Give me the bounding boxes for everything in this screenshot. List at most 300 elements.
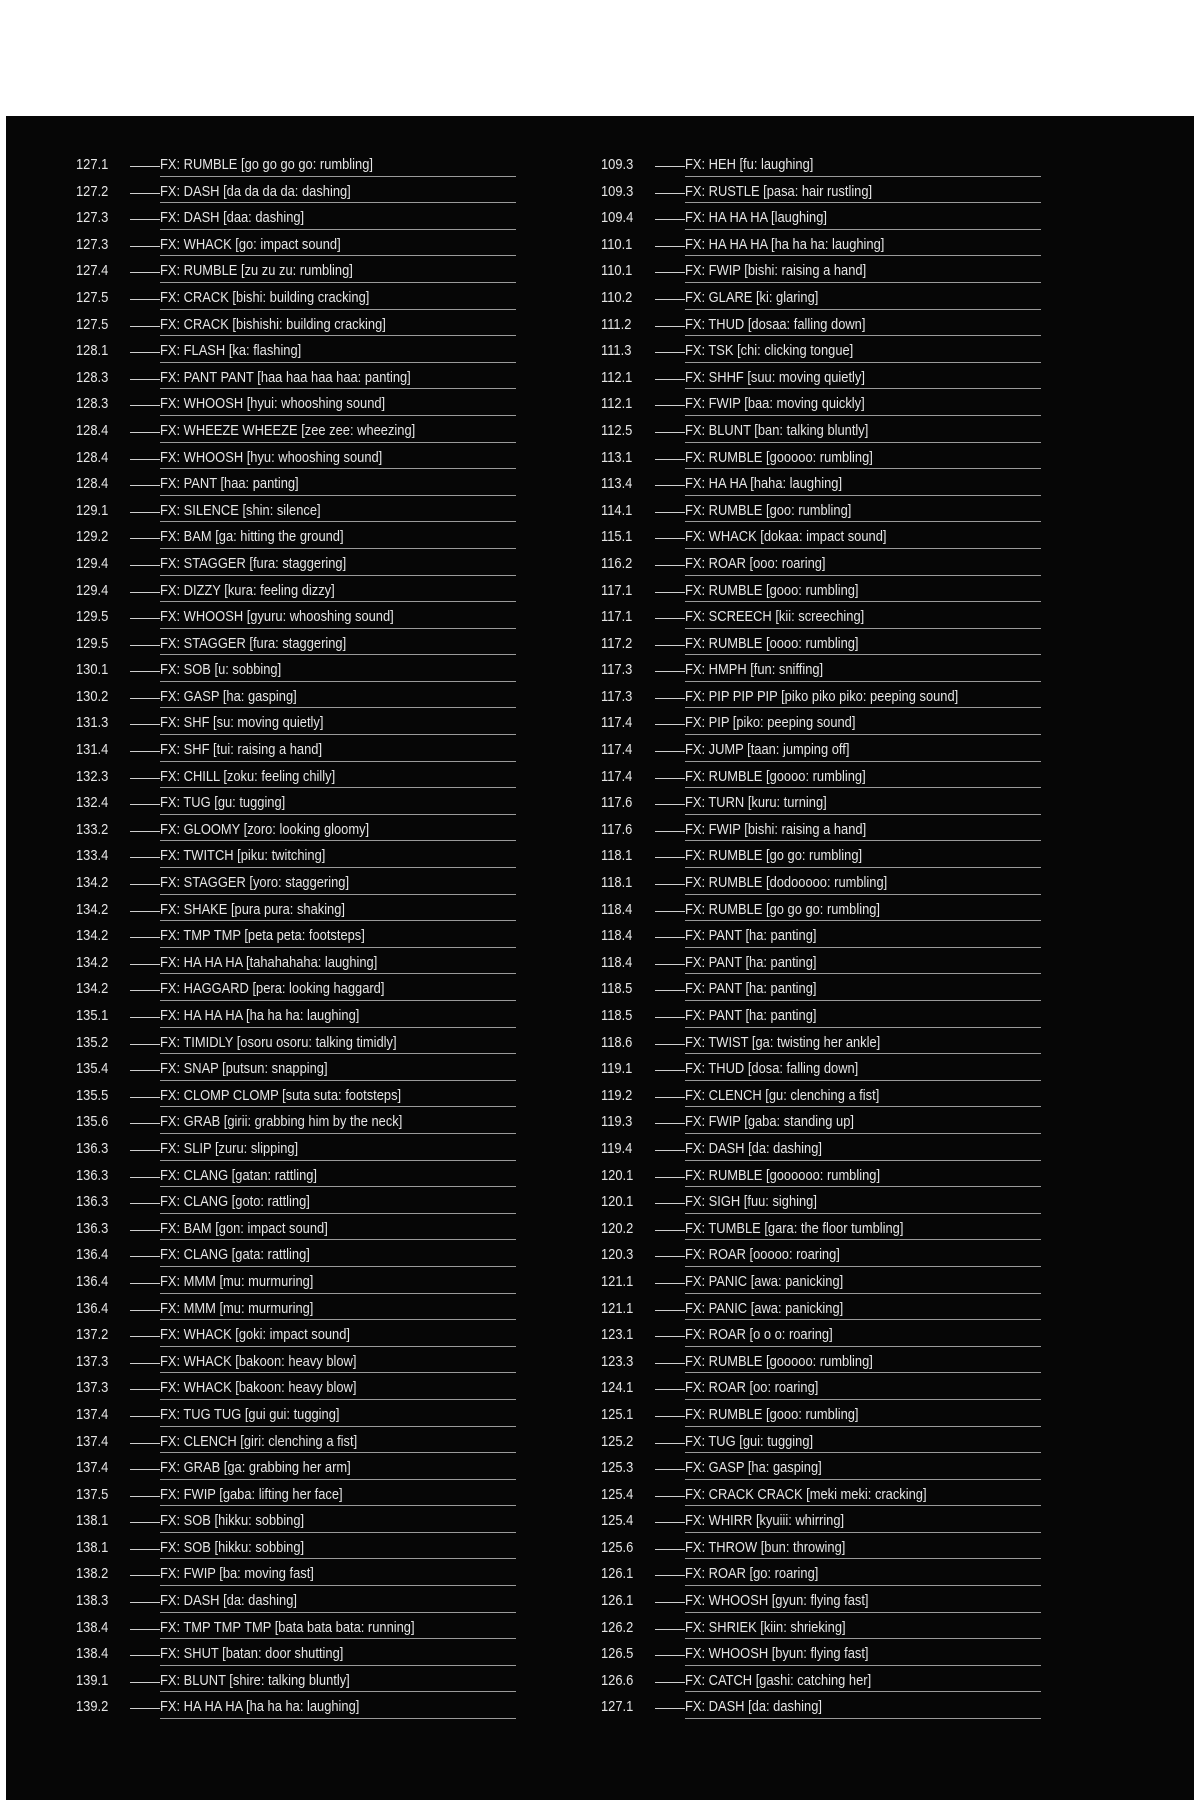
entry-underline [685, 654, 1041, 655]
entry-sound-effect-text: FX: SHAKE [pura pura: shaking] [160, 900, 345, 918]
entry-leader-line [655, 831, 685, 832]
glossary-entry [76, 1376, 516, 1403]
glossary-entry [601, 1376, 1041, 1403]
entry-sound-effect-text: FX: FWIP [gaba: lifting her face] [160, 1485, 343, 1503]
entry-underline [160, 1133, 516, 1134]
entry-sound-effect-text: FX: MMM [mu: murmuring] [160, 1299, 314, 1317]
glossary-entry [601, 1110, 1041, 1137]
glossary-entry [76, 1483, 516, 1510]
glossary-entry [76, 1695, 516, 1722]
entry-sound-effect-text: FX: TUG [gui: tugging] [685, 1432, 814, 1450]
entry-leader-line [655, 1682, 685, 1683]
entry-leader-line [130, 485, 160, 486]
entry-sound-effect-text: FX: DASH [daa: dashing] [160, 209, 305, 227]
entry-leader-line [655, 618, 685, 619]
entry-sound-effect-text: FX: PANT [ha: panting] [685, 953, 817, 971]
entry-page-number: 119.4 [601, 1139, 633, 1157]
entry-underline [685, 442, 1041, 443]
entry-underline [685, 601, 1041, 602]
entry-leader-line [130, 1256, 160, 1257]
glossary-entry [76, 366, 516, 393]
entry-page-number: 121.1 [601, 1272, 634, 1290]
entry-underline [685, 229, 1041, 230]
entry-sound-effect-text: FX: FWIP [baa: moving quickly] [685, 395, 865, 413]
entry-underline [160, 1665, 516, 1666]
entry-leader-line [130, 1363, 160, 1364]
entry-sound-effect-text: FX: MMM [mu: murmuring] [160, 1272, 314, 1290]
entry-leader-line [655, 645, 685, 646]
glossary-entry [76, 1589, 516, 1616]
entry-leader-line [130, 1549, 160, 1550]
entry-page-number: 130.1 [76, 661, 109, 679]
entry-underline [160, 1612, 516, 1613]
glossary-entry [601, 499, 1041, 526]
entry-sound-effect-text: FX: FWIP [gaba: standing up] [685, 1113, 854, 1131]
glossary-entry [601, 552, 1041, 579]
entry-leader-line [130, 964, 160, 965]
glossary-entry [601, 791, 1041, 818]
glossary-entry [601, 1190, 1041, 1217]
entry-sound-effect-text: FX: WHOOSH [hyu: whooshing sound] [160, 448, 383, 466]
entry-leader-line [130, 246, 160, 247]
entry-page-number: 134.2 [76, 953, 109, 971]
glossary-entry [76, 1243, 516, 1270]
entry-leader-line [655, 272, 685, 273]
entry-sound-effect-text: FX: FLASH [ka: flashing] [160, 342, 302, 360]
entry-sound-effect-text: FX: ROAR [go: roaring] [685, 1565, 819, 1583]
entry-page-number: 119.1 [601, 1060, 633, 1078]
entry-leader-line [655, 1469, 685, 1470]
entry-leader-line [130, 778, 160, 779]
entry-underline [160, 867, 516, 868]
entry-sound-effect-text: FX: BAM [ga: hitting the ground] [160, 528, 344, 546]
entry-leader-line [655, 538, 685, 539]
entry-leader-line [130, 299, 160, 300]
entry-leader-line [655, 1575, 685, 1576]
entry-page-number: 135.1 [76, 1007, 109, 1024]
entry-underline [685, 202, 1041, 203]
glossary-entry [76, 977, 516, 1004]
entry-page-number: 135.6 [76, 1113, 109, 1131]
entry-underline [160, 442, 516, 443]
entry-leader-line [130, 671, 160, 672]
glossary-entry [601, 898, 1041, 925]
entry-leader-line [655, 990, 685, 991]
entry-underline [160, 521, 516, 522]
entry-leader-line [130, 219, 160, 220]
glossary-entry [601, 579, 1041, 606]
entry-leader-line [130, 432, 160, 433]
entry-leader-line [655, 724, 685, 725]
entry-leader-line [655, 671, 685, 672]
entry-page-number: 137.4 [76, 1405, 109, 1423]
entry-sound-effect-text: FX: STAGGER [fura: staggering] [160, 554, 347, 572]
entry-leader-line [130, 512, 160, 513]
entry-page-number: 126.1 [601, 1565, 634, 1583]
glossary-entry [76, 392, 516, 419]
entry-sound-effect-text: FX: WHACK [bakoon: heavy blow] [160, 1379, 357, 1397]
entry-page-number: 132.4 [76, 794, 109, 812]
glossary-entry [601, 206, 1041, 233]
entry-underline [685, 1372, 1041, 1373]
entry-underline [160, 681, 516, 682]
glossary-entry [601, 1270, 1041, 1297]
glossary-entry [76, 711, 516, 738]
entry-page-number: 117.3 [601, 661, 633, 679]
entry-page-number: 136.4 [76, 1272, 109, 1290]
entry-underline [685, 176, 1041, 177]
entry-page-number: 138.2 [76, 1565, 109, 1583]
entry-sound-effect-text: FX: CLENCH [giri: clenching a fist] [160, 1432, 358, 1450]
entry-page-number: 138.3 [76, 1592, 109, 1610]
entry-underline [160, 894, 516, 895]
entry-underline [685, 1426, 1041, 1427]
entry-page-number: 125.1 [601, 1405, 634, 1423]
glossary-entry [601, 1297, 1041, 1324]
entry-page-number: 136.3 [76, 1219, 109, 1237]
entry-sound-effect-text: FX: TMP TMP TMP [bata bata bata: running] [160, 1618, 415, 1636]
entry-underline [685, 947, 1041, 948]
entry-page-number: 118.5 [601, 1007, 633, 1024]
entry-page-number: 128.1 [76, 342, 109, 360]
entry-leader-line [655, 937, 685, 938]
entry-leader-line [130, 884, 160, 885]
glossary-entry [601, 738, 1041, 765]
entry-sound-effect-text: FX: HA HA HA [ha ha ha: laughing] [685, 235, 885, 253]
glossary-entry [76, 1164, 516, 1191]
entry-sound-effect-text: FX: SILENCE [shin: silence] [160, 501, 321, 519]
entry-sound-effect-text: FX: WHACK [go: impact sound] [160, 235, 341, 253]
entry-page-number: 117.4 [601, 714, 633, 732]
entry-underline [160, 1293, 516, 1294]
entry-leader-line [130, 724, 160, 725]
entry-page-number: 125.4 [601, 1485, 634, 1503]
entry-page-number: 134.2 [76, 900, 109, 918]
glossary-entry [76, 1403, 516, 1430]
entry-underline [160, 920, 516, 921]
glossary-entry [601, 1695, 1041, 1722]
entry-sound-effect-text: FX: WHIRR [kyuiii: whirring] [685, 1512, 845, 1530]
entry-page-number: 134.2 [76, 980, 109, 998]
entry-underline [685, 840, 1041, 841]
entry-page-number: 136.3 [76, 1166, 109, 1184]
entry-underline [685, 814, 1041, 815]
entry-sound-effect-text: FX: SIGH [fuu: sighing] [685, 1193, 817, 1211]
entry-sound-effect-text: FX: WHOOSH [hyui: whooshing sound] [160, 395, 386, 413]
entry-page-number: 118.6 [601, 1033, 633, 1051]
entry-underline [160, 468, 516, 469]
entry-page-number: 115.1 [601, 528, 633, 546]
entry-leader-line [130, 1017, 160, 1018]
entry-sound-effect-text: FX: PANT PANT [haa haa haa haa: panting] [160, 368, 411, 386]
entry-sound-effect-text: FX: GRAB [ga: grabbing her arm] [160, 1459, 351, 1477]
entry-sound-effect-text: FX: CRACK CRACK [meki meki: cracking] [685, 1485, 927, 1503]
entry-page-number: 132.3 [76, 767, 109, 785]
entry-leader-line [655, 1655, 685, 1656]
glossary-entry [76, 472, 516, 499]
entry-underline [685, 1665, 1041, 1666]
entry-page-number: 127.3 [76, 235, 109, 253]
glossary-entry [601, 924, 1041, 951]
entry-underline [685, 920, 1041, 921]
entry-sound-effect-text: FX: CHILL [zoku: feeling chilly] [160, 767, 336, 785]
entry-leader-line [655, 1389, 685, 1390]
entry-page-number: 117.1 [601, 608, 633, 626]
glossary-entry [601, 1536, 1041, 1563]
glossary-entry [601, 339, 1041, 366]
entry-leader-line [130, 751, 160, 752]
entry-leader-line [655, 1044, 685, 1045]
glossary-entry [601, 977, 1041, 1004]
entry-page-number: 113.4 [601, 475, 633, 493]
entry-sound-effect-text: FX: HMPH [fun: sniffing] [685, 661, 824, 679]
entry-underline [685, 468, 1041, 469]
entry-underline [160, 1532, 516, 1533]
entry-page-number: 128.4 [76, 421, 109, 439]
entry-leader-line [130, 193, 160, 194]
entry-page-number: 118.5 [601, 980, 633, 998]
entry-sound-effect-text: FX: PANT [ha: panting] [685, 980, 817, 998]
entry-page-number: 127.1 [601, 1698, 634, 1716]
entry-leader-line [130, 831, 160, 832]
entry-leader-line [655, 1256, 685, 1257]
entry-page-number: 118.4 [601, 900, 633, 918]
entry-underline [685, 1718, 1041, 1719]
glossary-entry [76, 1456, 516, 1483]
entry-underline [685, 521, 1041, 522]
entry-sound-effect-text: FX: TSK [chi: clicking tongue] [685, 342, 854, 360]
entry-sound-effect-text: FX: WHACK [dokaa: impact sound] [685, 528, 887, 546]
entry-underline [160, 1266, 516, 1267]
glossary-entry [76, 1110, 516, 1137]
entry-leader-line [655, 1097, 685, 1098]
entry-sound-effect-text: FX: ROAR [oo: roaring] [685, 1379, 819, 1397]
entry-underline [685, 1452, 1041, 1453]
entry-page-number: 135.4 [76, 1060, 109, 1078]
entry-sound-effect-text: FX: RUMBLE [gooo: rumbling] [685, 581, 859, 599]
entry-leader-line [130, 538, 160, 539]
entry-leader-line [130, 645, 160, 646]
glossary-entry [76, 765, 516, 792]
entry-sound-effect-text: FX: SNAP [putsun: snapping] [160, 1060, 328, 1078]
entry-underline [685, 1293, 1041, 1294]
entry-leader-line [655, 1150, 685, 1151]
entry-underline [685, 309, 1041, 310]
entry-underline [685, 282, 1041, 283]
entry-page-number: 109.3 [601, 156, 634, 173]
entry-sound-effect-text: FX: WHOOSH [gyun: flying fast] [685, 1592, 869, 1610]
entry-underline [685, 1106, 1041, 1107]
entry-underline [685, 388, 1041, 389]
glossary-entry [76, 1084, 516, 1111]
entry-page-number: 124.1 [601, 1379, 634, 1397]
glossary-entry [601, 844, 1041, 871]
entry-leader-line [655, 485, 685, 486]
entry-leader-line [655, 1629, 685, 1630]
glossary-entry [601, 392, 1041, 419]
entry-sound-effect-text: FX: GASP [ha: gasping] [685, 1459, 822, 1477]
entry-page-number: 126.2 [601, 1618, 634, 1636]
entry-leader-line [655, 565, 685, 566]
entry-underline [160, 734, 516, 735]
entry-page-number: 126.6 [601, 1671, 634, 1689]
entry-page-number: 120.1 [601, 1166, 634, 1184]
entry-sound-effect-text: FX: RUMBLE [go go go: rumbling] [685, 900, 881, 918]
glossary-entry [76, 419, 516, 446]
entry-leader-line [655, 1496, 685, 1497]
entry-sound-effect-text: FX: RUMBLE [go go: rumbling] [685, 847, 863, 865]
glossary-entry [76, 924, 516, 951]
entry-sound-effect-text: FX: PANT [haa: panting] [160, 475, 299, 493]
entry-leader-line [655, 1602, 685, 1603]
entry-sound-effect-text: FX: RUMBLE [goooooo: rumbling] [685, 1166, 881, 1184]
glossary-entry [601, 1483, 1041, 1510]
entry-leader-line [130, 1044, 160, 1045]
entry-leader-line [655, 698, 685, 699]
entry-sound-effect-text: FX: SOB [hikku: sobbing] [160, 1538, 305, 1556]
entry-leader-line [655, 964, 685, 965]
entry-sound-effect-text: FX: PIP [piko: peeping sound] [685, 714, 856, 732]
entry-leader-line [130, 1177, 160, 1178]
entry-page-number: 137.5 [76, 1485, 109, 1503]
entry-leader-line [655, 405, 685, 406]
entry-leader-line [655, 1363, 685, 1364]
entry-sound-effect-text: FX: ROAR [ooooo: roaring] [685, 1246, 840, 1264]
entry-sound-effect-text: FX: GLOOMY [zoro: looking gloomy] [160, 820, 370, 838]
entry-underline [160, 1080, 516, 1081]
glossary-entry [76, 818, 516, 845]
entry-page-number: 120.2 [601, 1219, 634, 1237]
entry-page-number: 112.1 [601, 395, 633, 413]
entry-page-number: 137.3 [76, 1379, 109, 1397]
entry-leader-line [655, 1522, 685, 1523]
entry-sound-effect-text: FX: RUMBLE [go go go go: rumbling] [160, 156, 373, 173]
entry-sound-effect-text: FX: ROAR [o o o: roaring] [685, 1326, 833, 1344]
glossary-entry [76, 1536, 516, 1563]
entry-page-number: 134.2 [76, 927, 109, 945]
glossary-entry [76, 1190, 516, 1217]
entry-sound-effect-text: FX: CLOMP CLOMP [suta suta: footsteps] [160, 1086, 402, 1104]
entry-underline [685, 628, 1041, 629]
entry-underline [160, 628, 516, 629]
entry-leader-line [130, 379, 160, 380]
entry-leader-line [130, 1655, 160, 1656]
entry-page-number: 137.4 [76, 1432, 109, 1450]
entry-leader-line [130, 1336, 160, 1337]
entry-page-number: 131.4 [76, 741, 109, 759]
sound-effects-glossary-panel [6, 116, 1194, 1800]
glossary-entry [76, 791, 516, 818]
entry-underline [160, 1505, 516, 1506]
glossary-entry [601, 685, 1041, 712]
entry-page-number: 110.2 [601, 288, 633, 306]
entry-page-number: 137.2 [76, 1326, 109, 1344]
entry-leader-line [130, 1230, 160, 1231]
entry-leader-line [130, 272, 160, 273]
entry-leader-line [130, 618, 160, 619]
entry-underline [685, 734, 1041, 735]
entry-page-number: 119.3 [601, 1113, 633, 1131]
glossary-entry [601, 419, 1041, 446]
glossary-entry [601, 525, 1041, 552]
entry-page-number: 125.3 [601, 1459, 634, 1477]
entry-page-number: 117.6 [601, 820, 633, 838]
entry-underline [685, 495, 1041, 496]
entry-page-number: 128.4 [76, 448, 109, 466]
entry-sound-effect-text: FX: RUMBLE [gooooo: rumbling] [685, 1352, 873, 1370]
entry-page-number: 111.2 [601, 315, 632, 333]
glossary-entry [76, 898, 516, 925]
entry-sound-effect-text: FX: JUMP [taan: jumping off] [685, 741, 850, 759]
entry-leader-line [655, 1177, 685, 1178]
entry-page-number: 117.4 [601, 741, 633, 759]
entry-sound-effect-text: FX: SOB [hikku: sobbing] [160, 1512, 305, 1530]
entry-sound-effect-text: FX: ROAR [ooo: roaring] [685, 554, 826, 572]
entry-leader-line [130, 804, 160, 805]
entry-sound-effect-text: FX: WHOOSH [gyuru: whooshing sound] [160, 608, 394, 626]
entry-page-number: 120.1 [601, 1193, 634, 1211]
entry-sound-effect-text: FX: CATCH [gashi: catching her] [685, 1671, 872, 1689]
glossary-entry [601, 711, 1041, 738]
entry-underline [160, 548, 516, 549]
entry-underline [160, 1053, 516, 1054]
entry-underline [685, 867, 1041, 868]
entry-page-number: 129.2 [76, 528, 109, 546]
entry-underline [685, 335, 1041, 336]
entry-sound-effect-text: FX: SHUT [batan: door shutting] [160, 1645, 344, 1663]
glossary-entry [601, 951, 1041, 978]
top-page-margin [0, 0, 1200, 116]
entry-sound-effect-text: FX: PANIC [awa: panicking] [685, 1272, 844, 1290]
entry-leader-line [130, 166, 160, 167]
glossary-entry [601, 1430, 1041, 1457]
entry-underline [685, 1239, 1041, 1240]
entry-underline [685, 973, 1041, 974]
entry-underline [160, 654, 516, 655]
entry-sound-effect-text: FX: TWITCH [piku: twitching] [160, 847, 326, 865]
entry-underline [160, 1186, 516, 1187]
entry-underline [160, 1027, 516, 1028]
entry-page-number: 137.4 [76, 1459, 109, 1477]
entry-page-number: 133.2 [76, 820, 109, 838]
entry-sound-effect-text: FX: PANT [ha: panting] [685, 927, 817, 945]
glossary-entry [601, 1509, 1041, 1536]
glossary-entry [76, 446, 516, 473]
entry-page-number: 129.4 [76, 581, 109, 599]
glossary-entry [601, 1669, 1041, 1696]
entry-page-number: 138.1 [76, 1512, 109, 1530]
glossary-entry [601, 366, 1041, 393]
entry-sound-effect-text: FX: FWIP [bishi: raising a hand] [685, 262, 867, 280]
glossary-entry [601, 1243, 1041, 1270]
entry-sound-effect-text: FX: HAGGARD [pera: looking haggard] [160, 980, 385, 998]
glossary-entry [76, 313, 516, 340]
entry-page-number: 129.1 [76, 501, 109, 519]
glossary-entry [601, 446, 1041, 473]
glossary-entry [601, 605, 1041, 632]
glossary-entry [76, 339, 516, 366]
entry-underline [685, 1691, 1041, 1692]
entry-leader-line [655, 1017, 685, 1018]
entry-underline [160, 309, 516, 310]
glossary-entry [76, 259, 516, 286]
glossary-entry [76, 1297, 516, 1324]
entry-underline [160, 1372, 516, 1373]
glossary-entry [601, 1084, 1041, 1111]
entry-underline [685, 1505, 1041, 1506]
entry-underline [160, 1319, 516, 1320]
entry-page-number: 139.2 [76, 1698, 109, 1716]
